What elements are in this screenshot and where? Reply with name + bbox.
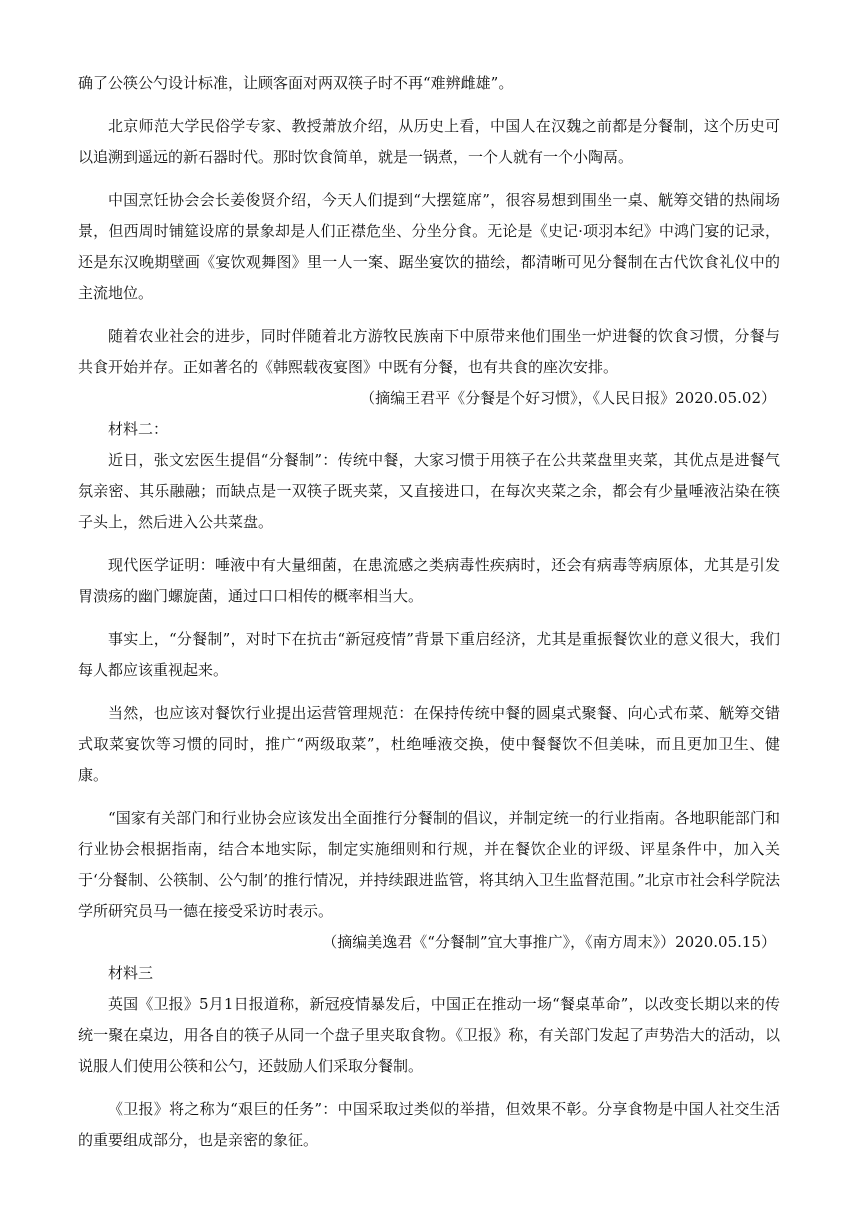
paragraph-ma-yide: “国家有关部门和行业协会应该发出全面推行分餐制的倡议，并制定统一的行业指南。各地职能部门和行业协会根据指南，结合本地实际，制定实施细则和行规，并在餐饮企业的评级、评星条件中，加入关于‘分餐制、公筷制、公勺制’的推行情况，并持续跟进监管，将其纳入卫生监督范围。”北京市社会科学院法学所研究员马一德在接受采访时表示。 — [78, 809, 780, 920]
spacer — [78, 309, 780, 321]
spacer — [78, 686, 780, 698]
spacer — [78, 791, 780, 803]
spacer — [78, 173, 780, 185]
source-citation-2: （摘编美逸君《“分餐制”宜大事推广》，《南方周末》）2020.05.15） — [322, 933, 776, 951]
material-three-heading: 材料三 — [108, 964, 154, 982]
spacer — [78, 538, 780, 550]
paragraph-agriculture: 随着农业社会的进步，同时伴随着北方游牧民族南下中原带来他们围坐一炉进餐的饮食习惯，分餐与共食开始并存。正如著名的《韩熙载夜宴图》中既有分餐，也有共食的座次安排。 — [78, 327, 780, 376]
paragraph-zhang-wenhong: 近日，张文宏医生提倡“分餐制”：传统中餐，大家习惯于用筷子在公共菜盘里夹菜，其优点是进餐气氛亲密、其乐融融；而缺点是一双筷子既夹菜，又直接进口，在每次夹菜之余，都会有少量唾液沾染在筷子头上，然后进入公共菜盘。 — [78, 451, 780, 531]
paragraph-in-fact: 事实上，“分餐制”，对时下在抗击“新冠疫情”背景下重启经济，尤其是重振餐饮业的意义很大，我们每人都应该重视起来。 — [78, 630, 780, 679]
material-two-heading: 材料二： — [108, 420, 169, 438]
spacer — [78, 612, 780, 624]
paragraph-regulation: 当然，也应该对餐饮行业提出运营管理规范：在保持传统中餐的圆桌式聚餐、向心式布菜、觥筹交错式取菜宴饮等习惯的同时，推广“两级取菜”，杜绝唾液交换，使中餐餐饮不但美味，而且更加卫生、健康。 — [78, 704, 780, 784]
source-citation-1: （摘编王君平《分餐是个好习惯》，《人民日报》2020.05.02） — [360, 389, 776, 407]
spacer — [78, 1082, 780, 1094]
paragraph-continued: 确了公筷公勺设计标准，让顾客面对两双筷子时不再“难辨雌雄”。 — [78, 74, 514, 92]
document-page — [78, 68, 780, 1156]
paragraph-guardian-task: 《卫报》将之称为“艰巨的任务”：中国采取过类似的举措，但效果不彰。分享食物是中国人社交生活的重要组成部分，也是亲密的象征。 — [78, 1100, 780, 1149]
paragraph-jiang-junxian: 中国烹饪协会会长姜俊贤介绍，今天人们提到“大摆筵席”，很容易想到围坐一桌、觥筹交错的热闹场景，但西周时铺筵设席的景象却是人们正襟危坐、分坐分食。无论是《史记·项羽本纪》中鸿门宴的记录，还是东汉晚期壁画《宴饮观舞图》里一人一案、踞坐宴饮的描绘，都清晰可见分餐制在古代饮食礼仪中的主流地位。 — [78, 191, 780, 302]
paragraph-medicine: 现代医学证明：唾液中有大量细菌，在患流感之类病毒性疾病时，还会有病毒等病原体，尤其是引发胃溃疡的幽门螺旋菌，通过口口相传的概率相当大。 — [78, 556, 780, 605]
paragraph-xiao-fang: 北京师范大学民俗学专家、教授萧放介绍，从历史上看，中国人在汉魏之前都是分餐制，这个历史可以追溯到遥远的新石器时代。那时饮食简单，就是一锅煮，一个人就有一个小陶鬲。 — [78, 117, 780, 166]
paragraph-guardian-report: 英国《卫报》5月1日报道称，新冠疫情暴发后，中国正在推动一场“餐桌革命”，以改变长期以来的传统一聚在桌边，用各自的筷子从同一个盘子里夹取食物。《卫报》称，有关部门发起了声势浩大的活动，以说服人们使用公筷和公勺，还鼓励人们采取分餐制。 — [78, 995, 780, 1075]
spacer — [78, 99, 780, 111]
